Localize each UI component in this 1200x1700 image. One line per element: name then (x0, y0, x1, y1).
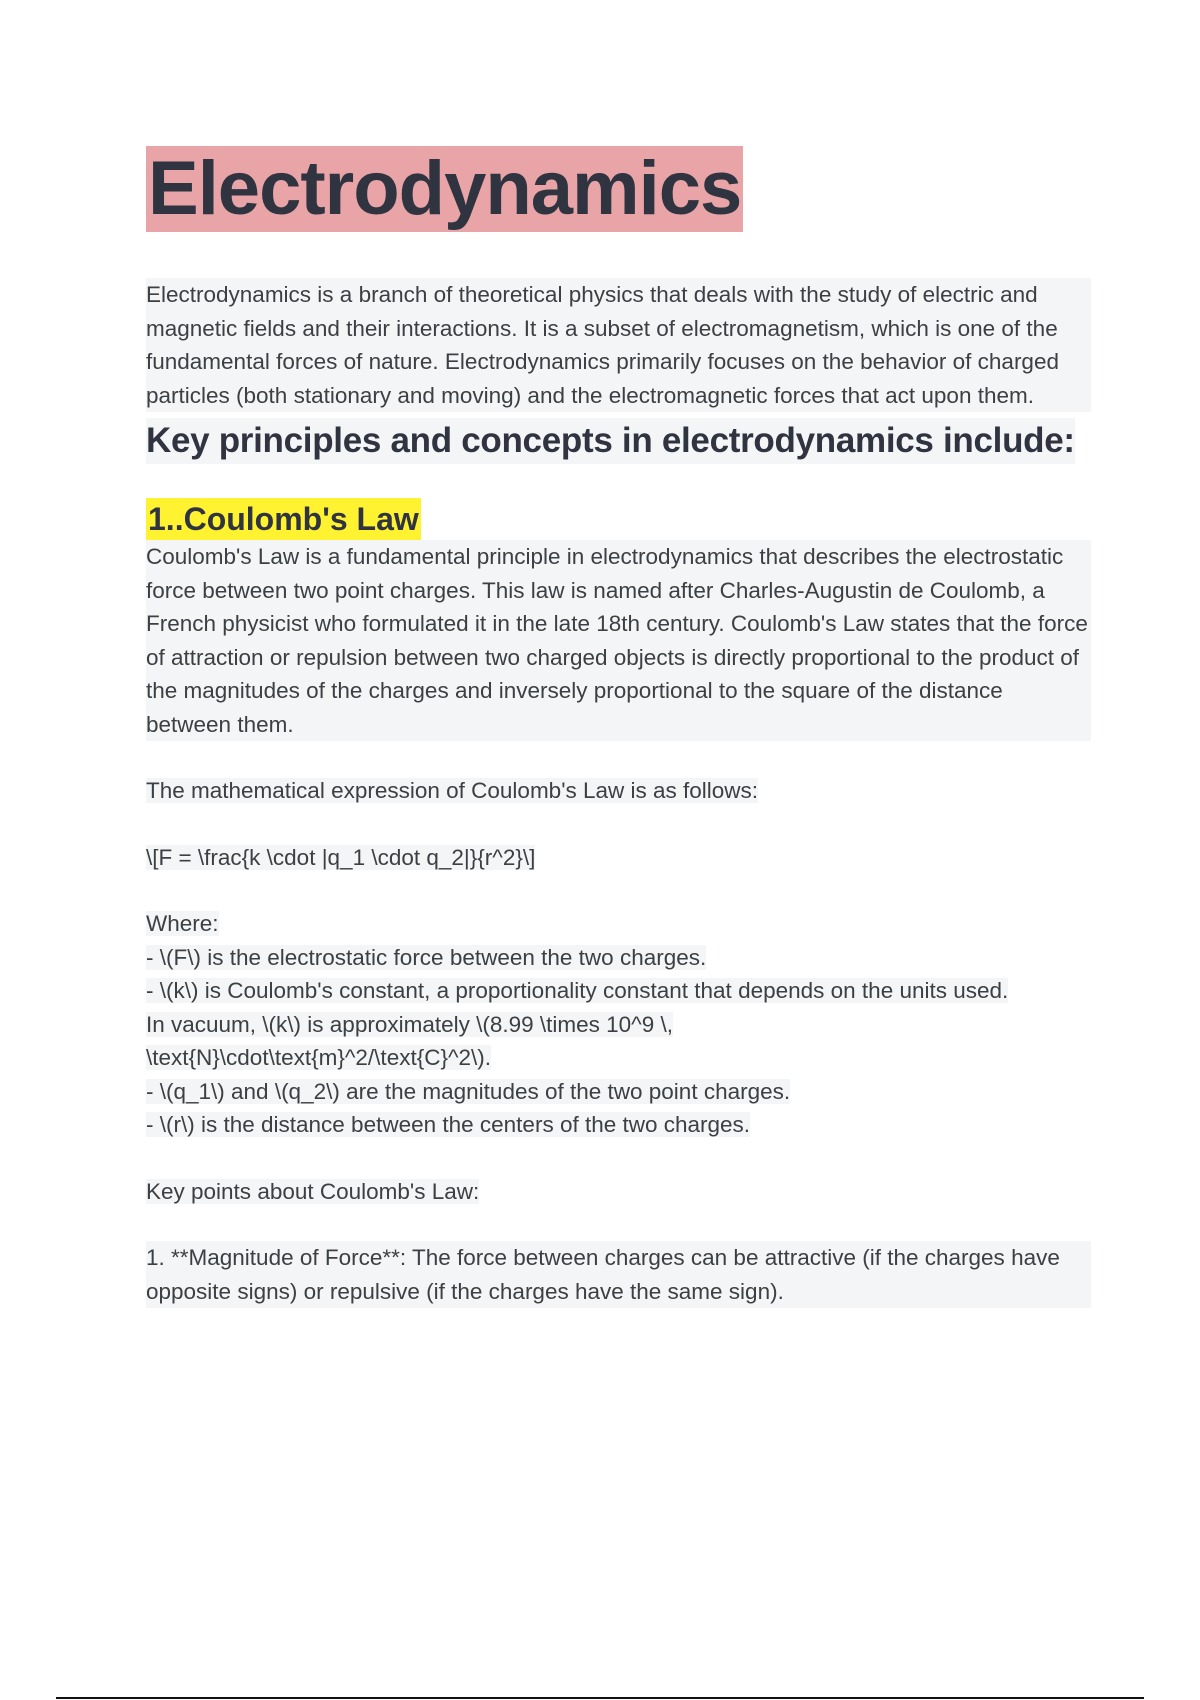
footer-divider (56, 1697, 1144, 1699)
where-label: Where: (146, 911, 219, 936)
key-principles-heading: Key principles and concepts in electrodynamics include: (146, 418, 1075, 464)
key-points-label: Key points about Coulomb's Law: (146, 1178, 480, 1204)
coulombs-law-heading: 1..Coulomb's Law (146, 498, 421, 540)
where-item: - \(F\) is the electrostatic force between the two charges. (146, 944, 707, 970)
where-item: - \(q_1\) and \(q_2\) are the magnitudes of the two point charges. (146, 1078, 791, 1104)
document-title: Electrodynamics (148, 146, 742, 231)
math-intro-text: The mathematical expression of Coulomb's Law is as follows: (146, 778, 759, 803)
where-item: In vacuum, \(k\) is approximately \(8.99 \times 10^9 \, (146, 1011, 674, 1037)
document-page (146, 146, 1091, 1308)
where-item: - \(r\) is the distance between the centers of the two charges. (146, 1112, 751, 1137)
intro-paragraph: Electrodynamics is a branch of theoretical physics that deals with the study of electric and magnetic fields and their interactions. It is a subset of electromagnetism, which is one of the fundamental forces of nature. Electrodynamics primarily focuses on the behavior of charged particles (both stationary and moving) and the electromagnetic forces that act upon them. (146, 278, 1091, 412)
coulomb-formula: \[F = \frac{k \cdot |q_1 \cdot q_2|}{r^2}\] (146, 844, 536, 870)
where-item: - \(k\) is Coulomb's constant, a proportionality constant that depends on the units used. (146, 978, 1009, 1003)
key-point-item: 1. **Magnitude of Force**: The force between charges can be attractive (if the charges have opposite signs) or repulsive (if the charges have the same sign). (146, 1241, 1091, 1308)
coulombs-law-paragraph: Coulomb's Law is a fundamental principle in electrodynamics that describes the electrostatic force between two point charges. This law is named after Charles-Augustin de Coulomb, a French physicist who formulated it in the late 18th century. Coulomb's Law states that the force of attraction or repulsion between two charged objects is directly proportional to the product of the magnitudes of the charges and inversely proportional to the square of the distance between them. (146, 540, 1091, 741)
where-item: \text{N}\cdot\text{m}^2/\text{C}^2\). (146, 1045, 492, 1070)
